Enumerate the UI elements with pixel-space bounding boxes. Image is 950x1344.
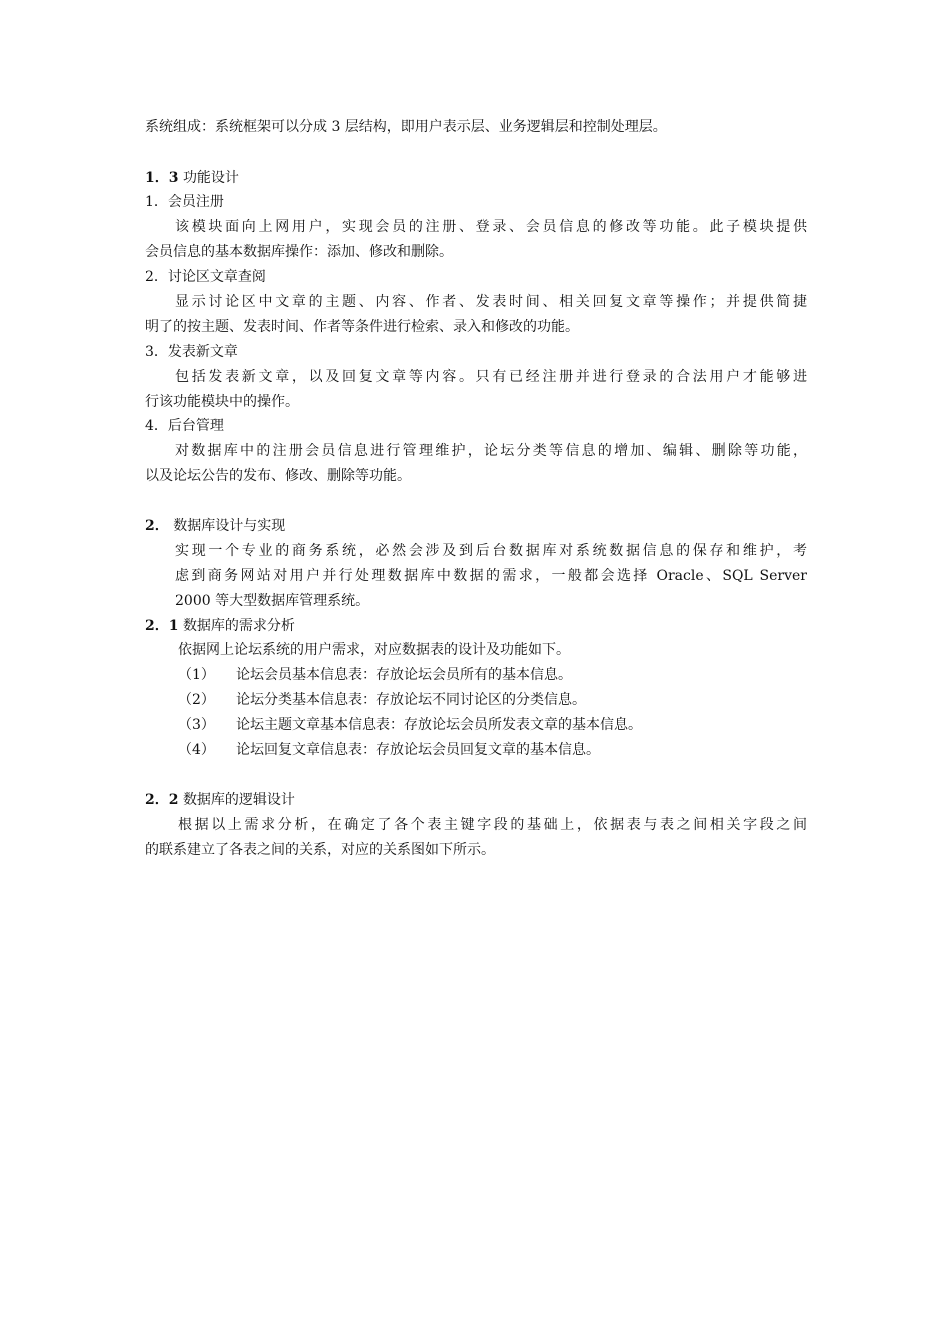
list-item-text: 论坛主题文章基本信息表：存放论坛会员所发表文章的基本信息。	[236, 717, 642, 733]
section-title: 数据库设计与实现	[173, 518, 286, 534]
section-number: 1．3	[145, 170, 179, 186]
feature-4-text-line1: 对数据库中的注册会员信息进行管理维护，论坛分类等信息的增加、编辑、删除等功能，	[175, 443, 807, 459]
section-2-1-heading	[145, 616, 295, 636]
section-2-1-lead: 依据网上论坛系统的用户需求，对应数据表的设计及功能如下。	[178, 642, 570, 658]
list-item-number: （1）	[178, 667, 215, 683]
section-2-2-heading	[145, 790, 295, 810]
feature-3-text-line2: 行该功能模块中的操作。	[145, 394, 299, 410]
section-title: 功能设计	[182, 170, 239, 186]
section-2-text-line2: 虑到商务网站对用户并行处理数据库中数据的需求，一般都会选择 Oracle、SQL Server	[175, 568, 807, 584]
feature-1-text-line2: 会员信息的基本数据库操作：添加、修改和删除。	[145, 244, 453, 260]
list-item-text: 论坛回复文章信息表：存放论坛会员回复文章的基本信息。	[236, 742, 600, 758]
section-number: 2．1	[145, 618, 179, 634]
feature-2-heading: 2．讨论区文章查阅	[145, 269, 266, 285]
section-title: 数据库的逻辑设计	[182, 792, 295, 808]
section-title: 数据库的需求分析	[182, 618, 295, 634]
feature-3-heading: 3．发表新文章	[145, 344, 238, 360]
feature-1-heading: 1．会员注册	[145, 194, 224, 210]
intro-paragraph: 系统组成：系统框架可以分成 3 层结构，即用户表示层、业务逻辑层和控制处理层。	[145, 119, 667, 135]
feature-4-heading: 4．后台管理	[145, 418, 224, 434]
section-number: 2．	[145, 518, 169, 534]
list-item-number: （2）	[178, 692, 215, 708]
feature-4-text-line2: 以及论坛公告的发布、修改、删除等功能。	[145, 468, 411, 484]
section-number: 2．2	[145, 792, 179, 808]
feature-2-text-line1: 显示讨论区中文章的主题、内容、作者、发表时间、相关回复文章等操作；并提供简捷	[175, 294, 807, 310]
feature-1-text-line1: 该模块面向上网用户，实现会员的注册、登录、会员信息的修改等功能。此子模块提供	[175, 219, 807, 235]
section-2-2-text-line1: 根据以上需求分析，在确定了各个表主键字段的基础上，依据表与表之间相关字段之间	[178, 817, 807, 833]
list-item-number: （4）	[178, 742, 215, 758]
list-item-text: 论坛分类基本信息表：存放论坛不同讨论区的分类信息。	[236, 692, 586, 708]
list-item-text: 论坛会员基本信息表：存放论坛会员所有的基本信息。	[236, 667, 572, 683]
feature-2-text-line2: 明了的按主题、发表时间、作者等条件进行检索、录入和修改的功能。	[145, 319, 579, 335]
section-1-3-heading	[145, 168, 239, 188]
section-2-text-line3: 2000 等大型数据库管理系统。	[175, 593, 370, 609]
section-2-heading	[145, 516, 285, 536]
feature-3-text-line1: 包括发表新文章，以及回复文章等内容。只有已经注册并进行登录的合法用户才能够进	[175, 369, 807, 385]
list-item-number: （3）	[178, 717, 215, 733]
section-2-2-text-line2: 的联系建立了各表之间的关系，对应的关系图如下所示。	[145, 842, 495, 858]
section-2-text-line1: 实现一个专业的商务系统，必然会涉及到后台数据库对系统数据信息的保存和维护，考	[175, 543, 807, 559]
